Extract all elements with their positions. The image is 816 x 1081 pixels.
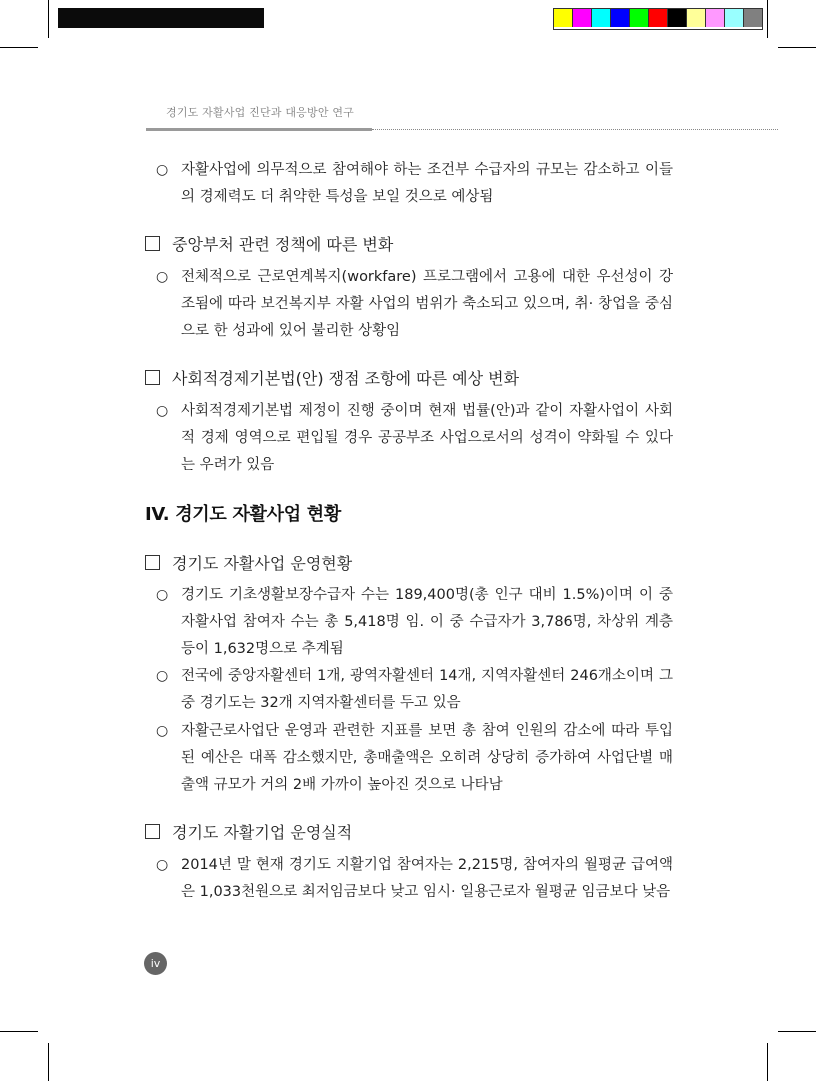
- section-heading-1-text: 중앙부처 관련 정책에 따른 변화: [172, 235, 394, 254]
- section-heading-4-text: 경기도 자활기업 운영실적: [172, 823, 353, 842]
- paragraph-6: 자활근로사업단 운영과 관련한 지표를 보면 총 참여 인원의 감소에 따라 투입된 예산은 대폭 감소했지만, 총매출액은 오히려 상당히 증가하여 사업단별 매출액 규모가 거의 2배 가까이 높아진 것으로 나타남: [181, 723, 673, 793]
- bullet-circle: ○: [156, 857, 169, 873]
- color-swatch: [687, 9, 706, 27]
- color-swatch: [744, 9, 762, 27]
- header-rule-solid: [146, 128, 372, 131]
- header-rule-dotted: [372, 129, 778, 130]
- registration-black-bar: [58, 8, 264, 28]
- color-swatch: [592, 9, 611, 27]
- bullet-circle: ○: [156, 162, 169, 178]
- section-heading-1: [145, 232, 393, 255]
- color-swatch: [554, 9, 573, 27]
- section-heading-3-text: 경기도 자활사업 운영현황: [172, 554, 353, 573]
- bullet-circle: ○: [156, 403, 169, 419]
- paragraph-5: 전국에 중앙자활센터 1개, 광역자활센터 14개, 지역자활센터 246개소이며 그 중 경기도는 32개 지역자활센터를 두고 있음: [181, 668, 673, 711]
- color-calibration-bar: [553, 8, 763, 30]
- color-swatch: [725, 9, 744, 27]
- running-header: 경기도 자활사업 진단과 대응방안 연구: [166, 106, 355, 119]
- crop-mark-bottom-right: [767, 1043, 768, 1081]
- color-swatch: [706, 9, 725, 27]
- chapter-title: IV. 경기도 자활사업 현황: [145, 504, 341, 525]
- color-swatch: [611, 9, 630, 27]
- crop-mark-bottom-right-h: [778, 1031, 816, 1032]
- color-swatch: [573, 9, 592, 27]
- bullet-circle: ○: [156, 668, 169, 684]
- section-heading-3: [145, 551, 352, 574]
- checkbox-square-icon: [145, 370, 160, 385]
- paragraph-1: 자활사업에 의무적으로 참여해야 하는 조건부 수급자의 규모는 감소하고 이들의 경제력도 더 취약한 특성을 보일 것으로 예상됨: [181, 162, 673, 205]
- color-swatch: [630, 9, 649, 27]
- section-heading-2: [145, 366, 519, 389]
- crop-mark-bottom-left-h: [0, 1031, 38, 1032]
- color-swatch: [668, 9, 687, 27]
- checkbox-square-icon: [145, 555, 160, 570]
- page-number-badge: iv: [144, 952, 167, 975]
- bullet-circle: ○: [156, 723, 169, 739]
- bullet-circle: ○: [156, 587, 169, 603]
- bullet-circle: ○: [156, 269, 169, 285]
- paragraph-4: 경기도 기초생활보장수급자 수는 189,400명(총 인구 대비 1.5%)이며 이 중 자활사업 참여자 수는 총 5,418명 임. 이 중 수급자가 3,786명, 차상위 계층 등이 1,632명으로 추계됨: [181, 587, 673, 657]
- section-heading-2-text: 사회적경제기본법(안) 쟁점 조항에 따른 예상 변화: [172, 369, 520, 388]
- checkbox-square-icon: [145, 824, 160, 839]
- crop-mark-top-right-h: [778, 47, 816, 48]
- paragraph-3: 사회적경제기본법 제정이 진행 중이며 현재 법률(안)과 같이 자활사업이 사회적 경제 영역으로 편입될 경우 공공부조 사업으로서의 성격이 약화될 수 있다는 우려가 있음: [181, 403, 673, 473]
- crop-mark-top-left: [48, 0, 49, 38]
- checkbox-square-icon: [145, 236, 160, 251]
- section-heading-4: [145, 820, 352, 843]
- crop-mark-top-right: [767, 0, 768, 38]
- color-swatch: [649, 9, 668, 27]
- crop-mark-top-left-h: [0, 47, 38, 48]
- paragraph-7: 2014년 말 현재 경기도 지활기업 참여자는 2,215명, 참여자의 월평균 급여액은 1,033천원으로 최저임금보다 낮고 임시· 일용근로자 월평균 임금보다 낮음: [181, 857, 673, 900]
- paragraph-2: 전체적으로 근로연계복지(workfare) 프로그램에서 고용에 대한 우선성이 강조됨에 따라 보건복지부 자활 사업의 범위가 축소되고 있으며, 취· 창업을 중심으로 한 성과에 있어 불리한 상황임: [181, 269, 673, 339]
- crop-mark-bottom-left: [48, 1043, 49, 1081]
